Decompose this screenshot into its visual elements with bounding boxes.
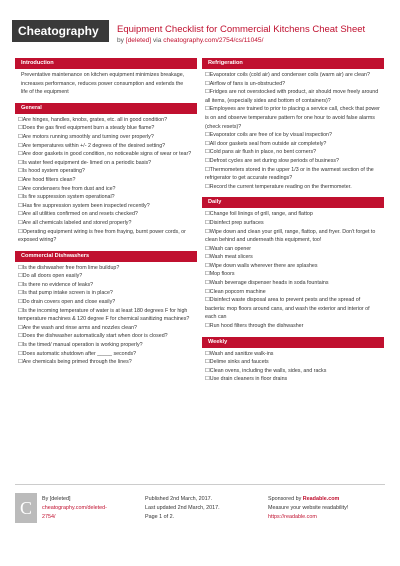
checklist-item[interactable]: ☐Use drain cleaners in floor drains — [205, 376, 288, 383]
checklist-item[interactable]: ☐Are hinges, handles, knobs, grates, etc. all in good condition? — [18, 116, 168, 123]
section-refrigeration — [202, 58, 384, 191]
checklist-item[interactable]: ☐Clean ovens, including the walls, sides, and racks — [205, 367, 327, 374]
sponsor-name[interactable]: Readable.com — [302, 496, 340, 502]
checklist-item[interactable]: ☐Is the timed/ manual operation is working properly? — [18, 342, 143, 349]
section-title: General — [15, 103, 197, 114]
author-link[interactable]: [deleted] — [125, 37, 152, 44]
checklist-item[interactable]: ☐Run hood filters through the dishwasher — [205, 323, 304, 330]
sponsor-tagline: Measure your website readability! — [268, 505, 349, 511]
footer-author-link-2[interactable]: 2754/ — [42, 514, 56, 520]
footer-author — [42, 495, 107, 522]
checklist-item[interactable]: ☐All door gaskets seal from outside air completely? — [205, 140, 327, 147]
section-dishwashers — [15, 251, 197, 367]
checklist-item[interactable]: ☐Has fire suppression system been inspected recently? — [18, 202, 150, 209]
checklist-item[interactable]: ☐Are the wash and rinse arms and nozzles clean? — [18, 324, 137, 331]
checklist-item[interactable]: ☐Are hood filters clean? — [18, 176, 76, 183]
published-date: Published 2nd March, 2017. — [145, 496, 213, 502]
checklist-item[interactable]: ☐Evaporator coils (cold air) and condenser coils (warm air) are clean? — [205, 72, 370, 78]
page-number: Page 1 of 2. — [145, 514, 175, 520]
checklist-item[interactable]: ☐Is that pump intake screen is in place? — [18, 290, 113, 297]
updated-date: Last updated 2nd March, 2017. — [145, 505, 220, 511]
by-label: by — [117, 37, 124, 44]
checklist-item[interactable]: ☐Are condensers free from dust and ice? — [18, 185, 116, 192]
checklist-item[interactable]: ☐Is the dishwasher free from lime buildup? — [18, 264, 120, 271]
checklist-item[interactable]: ☐Disinfect prep surfaces — [205, 219, 264, 226]
section-title: Introduction — [15, 58, 197, 69]
checklist-item[interactable]: ☐Is water feed equipment de- limed on a periodic basis? — [18, 159, 152, 166]
page-title: Equipment Checklist for Commercial Kitchens Cheat Sheet — [117, 24, 366, 35]
checklist-item[interactable]: ☐Are chemicals being primed through the lines? — [18, 359, 132, 366]
checklist-item[interactable]: ☐Cold pans air flush in place, no bent corners? — [205, 149, 317, 156]
checklist-item[interactable]: ☐Are all chemicals labeled and stored properly? — [18, 219, 132, 226]
checklist-item[interactable]: ☐Is fire suppression system operational? — [18, 194, 115, 201]
checklist-item[interactable]: ☐Is the incoming temperature of water is at least 180 degrees F for high temperature machines & 120 degree F for chemical sanitizing machines? — [18, 307, 190, 323]
checklist-item[interactable]: ☐Wipe down and clean your grill, range, flattop, and fryer. Don't forget to clean behind and underneath this equipment, too! — [205, 228, 376, 244]
footer-author-link[interactable]: cheatography.com/deleted- — [42, 505, 107, 511]
checklist-item[interactable]: ☐Change foil linings of grill, range, and flattop — [205, 211, 313, 218]
checklist-item[interactable]: ☐Are motors running smoothly and turning over properly? — [18, 133, 154, 140]
byline — [117, 37, 263, 44]
section-title: Daily — [202, 197, 384, 208]
checklist-item[interactable]: ☐Is hood system operating? — [18, 168, 85, 175]
checklist-item[interactable]: ☐Delime sinks and faucets — [205, 359, 269, 366]
section-title: Refrigeration — [202, 58, 384, 69]
checklist-item[interactable]: ☐Are all utilities confirmed on and resets checked? — [18, 211, 138, 218]
checklist-item[interactable]: ☐Thermometers stored in the upper 1/3 or in the warmest section of the refrigerator to get accurate readings? — [205, 166, 374, 182]
checklist-item[interactable]: ☐Are door gaskets in good condition, no noticeable signs of wear or tear? — [18, 151, 192, 158]
checklist-item[interactable]: ☐Wash can opener — [205, 245, 252, 252]
sheet-url-link[interactable]: cheatography.com/2754/cs/11045/ — [163, 37, 264, 44]
section-daily — [202, 197, 384, 330]
checklist-item[interactable]: ☐Is there no evidence of leaks? — [18, 281, 94, 288]
checklist-item[interactable]: ☐Does automatic shutdown after _____ seconds? — [18, 350, 137, 357]
section-general — [15, 103, 197, 245]
checklist-item[interactable]: ☐Wash beverage dispenser heads in soda fountains — [205, 280, 329, 287]
cheatography-c-logo: C — [15, 493, 37, 523]
checklist-item[interactable]: ☐Do all doors open easily? — [18, 273, 83, 280]
footer-by: By [deleted] — [42, 496, 71, 502]
via-label: via — [152, 37, 162, 44]
intro-text: Preventative maintenance on kitchen equipment minimizes breakage, increases performance, reduces power consumption and extends the life of the equipment — [21, 72, 185, 96]
checklist-item[interactable]: ☐Wash meat slicers — [205, 254, 253, 261]
section-title: Weekly — [202, 337, 384, 348]
checklist-item[interactable]: ☐Operating equipment wiring is free from fraying, burnt power cords, or exposed wiring? — [18, 228, 186, 244]
checklist-item[interactable]: ☐Evaporator coils are free of ice by visual inspection? — [205, 132, 332, 139]
cheatography-logo[interactable]: Cheatography — [12, 20, 109, 42]
checklist-item[interactable]: ☐Wash and sanitize walk-ins — [205, 350, 274, 357]
checklist-item[interactable]: ☐Mop floors — [205, 271, 235, 278]
checklist-item[interactable]: ☐Defrost cycles are set during slow periods of business? — [205, 157, 339, 164]
footer — [15, 484, 385, 528]
checklist-item[interactable]: ☐Clean popcorn machine — [205, 288, 266, 295]
sponsor-link[interactable]: https://readable.com — [268, 514, 317, 520]
checklist-item[interactable]: ☐Does the gas fired equipment burn a steady blue flame? — [18, 125, 155, 132]
checklist-item[interactable]: ☐Are temperatures within +/- 2 degrees of the desired setting? — [18, 142, 166, 149]
checklist-item[interactable]: ☐Employees are trained to prior to placing a service call, check that power is on and observe temperature pattern for one hour to avoid false alarms (check resets)? — [205, 106, 380, 130]
checklist-item[interactable]: ☐Record the current temperature reading on the thermometer. — [205, 183, 352, 190]
checklist-item[interactable]: ☐Airflow of fans is un-obstructed? — [205, 80, 286, 87]
header — [0, 0, 400, 52]
checklist-item[interactable]: ☐Disinfect waste disposal area to prevent pests and the spread of bacteria: mop floors around cans, and wash the exterior and interior of each can — [205, 297, 370, 321]
checklist-item[interactable]: ☐Wipe down walls wherever there are splashes — [205, 262, 318, 269]
footer-dates — [145, 495, 220, 522]
sponsor-prefix: Sponsored by — [268, 496, 303, 502]
section-introduction — [15, 58, 197, 97]
section-weekly — [202, 337, 384, 384]
right-column — [202, 58, 384, 390]
checklist-item[interactable]: ☐Does the dishwasher automatically start when door is closed? — [18, 333, 168, 340]
checklist-item[interactable]: ☐Do drain covers open and close easily? — [18, 299, 116, 306]
section-title: Commercial Dishwashers — [15, 251, 197, 262]
footer-sponsor — [268, 495, 348, 522]
left-column — [15, 58, 197, 373]
checklist-item[interactable]: ☐Fridges are not overstocked with product, air should move freely around all items, (especially sides and bottom of containers)? — [205, 89, 379, 104]
